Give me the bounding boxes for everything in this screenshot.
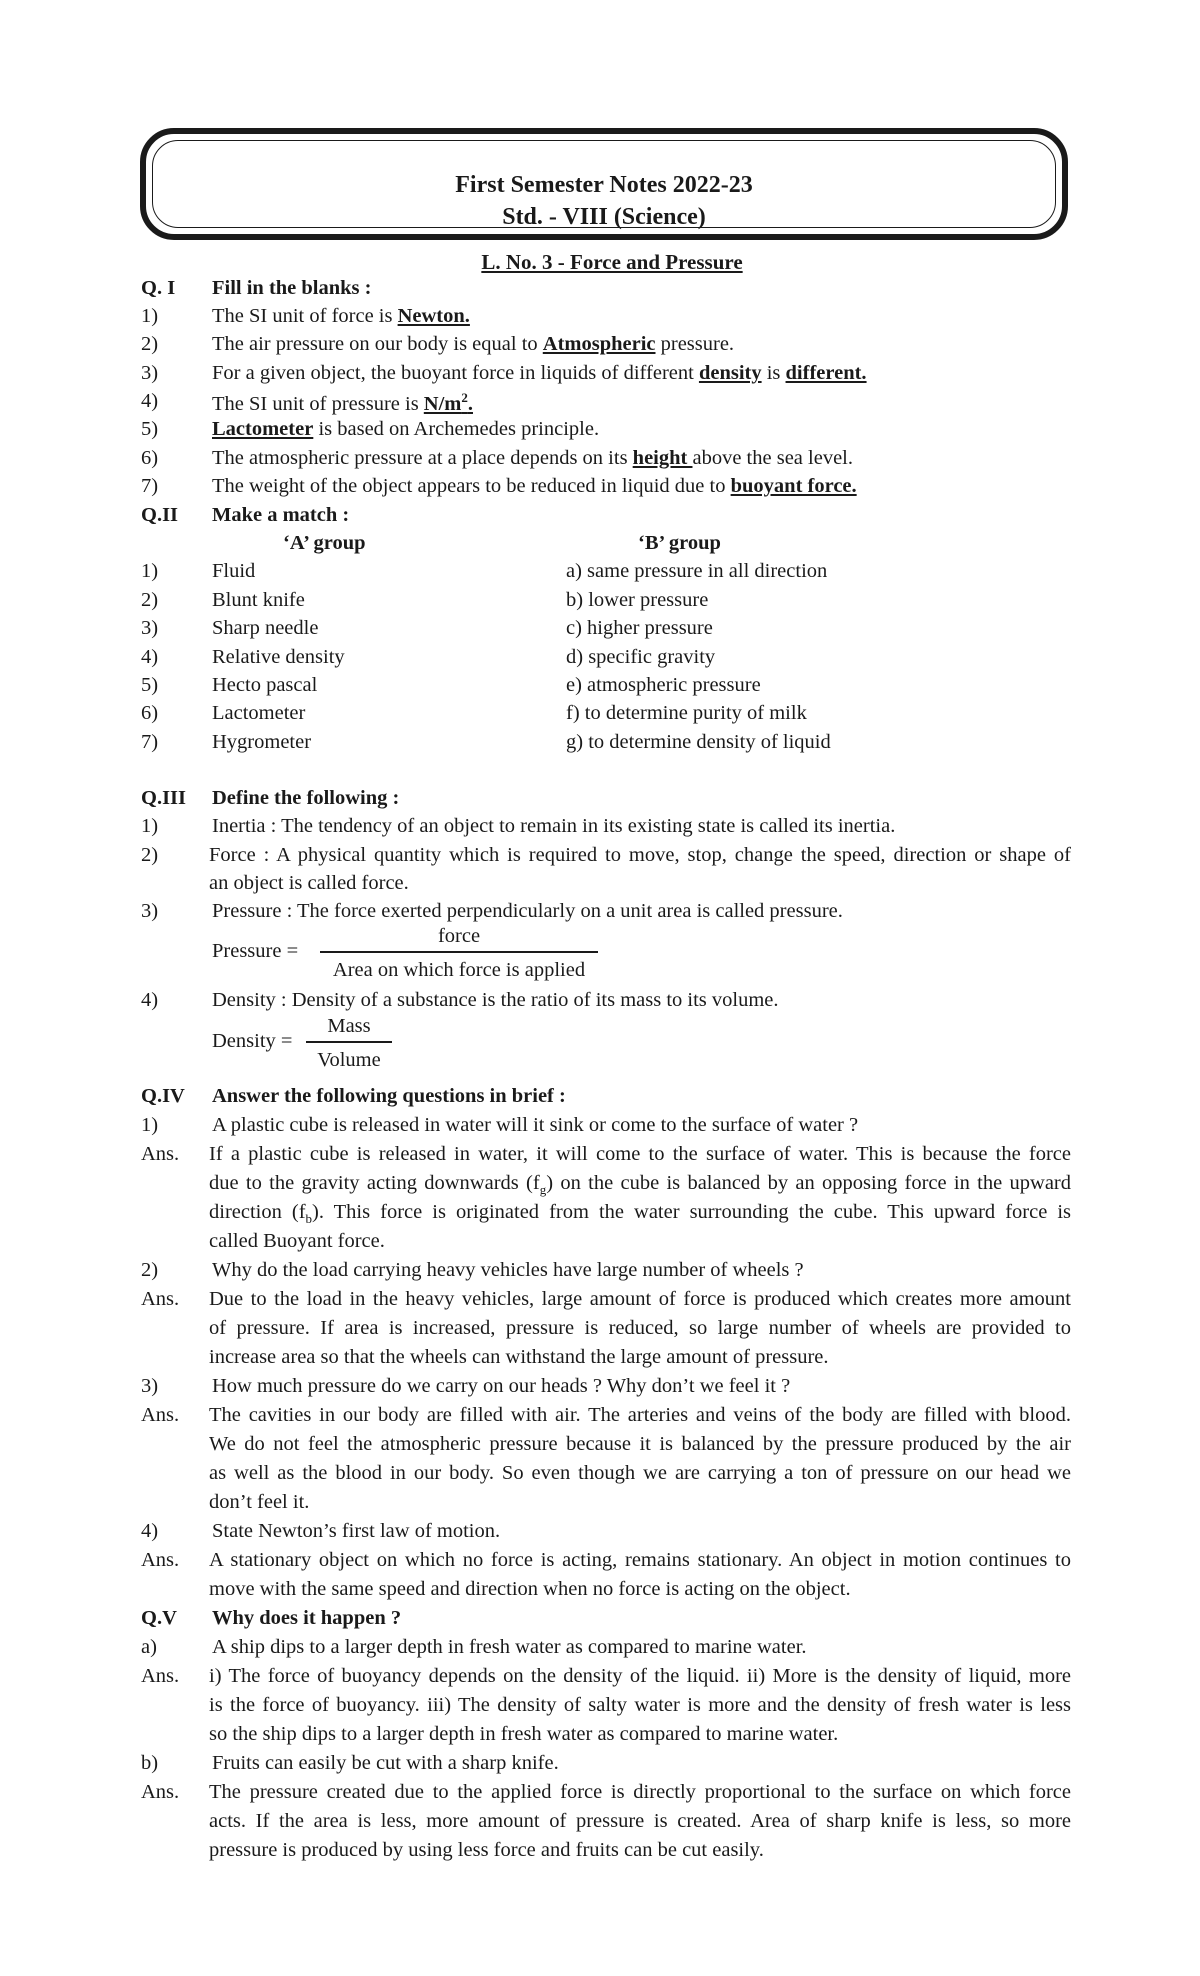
q5-heading: Why does it happen ?: [212, 1607, 402, 1629]
q1-item-4-number: 4): [141, 390, 159, 412]
q1-item-5: Lactometer is based on Archemedes principle.: [212, 418, 600, 440]
match-row-2-number: 2): [141, 589, 159, 611]
q4-answer-4-line-2: move with the same speed and direction when no force is acting on the object.: [209, 1578, 851, 1600]
match-row-4-a: Relative density: [212, 646, 345, 668]
match-row-6-b: f) to determine purity of milk: [566, 702, 807, 724]
q1-item-7-number: 7): [141, 475, 159, 497]
match-row-1-a: Fluid: [212, 560, 256, 582]
q5-question-b-number: b): [141, 1752, 159, 1774]
def-force-line-1: Force : A physical quantity which is required to move, stop, change the speed, direction or shape of: [209, 844, 1071, 866]
match-row-4-number: 4): [141, 646, 159, 668]
def-force-line-2: an object is called force.: [209, 872, 409, 894]
q1-item-2-number: 2): [141, 333, 159, 355]
q4-number: Q.IV: [141, 1085, 185, 1107]
q4-answer-2-line-2: of pressure. If area is increased, pressure is reduced, so large number of wheels are provided to: [209, 1317, 1071, 1339]
match-row-7-b: g) to determine density of liquid: [566, 731, 831, 753]
q5-answer-a-line-3: so the ship dips to a larger depth in fresh water as compared to marine water.: [209, 1723, 839, 1745]
match-row-1-number: 1): [141, 560, 159, 582]
q4-answer-4-label: Ans.: [141, 1549, 180, 1571]
title-frame: [140, 128, 1068, 240]
match-row-1-b: a) same pressure in all direction: [566, 560, 828, 582]
q4-question-4-number: 4): [141, 1520, 159, 1542]
q4-answer-1-line-3: direction $(f_b)$. This force is originated from the water surrounding the cube. This upward force is: [209, 1201, 1072, 1227]
q4-answer-1-label: Ans.: [141, 1143, 180, 1165]
q5-number: Q.V: [141, 1607, 177, 1629]
q4-answer-3-line-1: The cavities in our body are filled with air. The arteries and veins of the body are filled with blood.: [209, 1404, 1071, 1426]
pressure-formula-numerator: force: [437, 925, 481, 947]
density-fraction-bar: [306, 1041, 392, 1043]
q4-answer-3-line-2: We do not feel the atmospheric pressure because it is balanced by the pressure produced by the air: [209, 1433, 1071, 1455]
pressure-formula-denominator: Area on which force is applied: [332, 959, 586, 981]
match-row-3-b: c) higher pressure: [566, 617, 713, 639]
q1-item-4: The SI unit of pressure is $N/m^2$.: [212, 390, 473, 415]
q4-heading: Answer the following questions in brief :: [212, 1085, 566, 1107]
def-pressure: Pressure : The force exerted perpendicularly on a unit area is called pressure.: [212, 900, 843, 922]
pressure-formula-lhs: Pressure =: [212, 940, 299, 962]
def-4-number: 4): [141, 989, 159, 1011]
q4-answer-1-line-1: If a plastic cube is released in water, it will come to the surface of water. This is because the force: [209, 1143, 1071, 1165]
q4-question-1: A plastic cube is released in water will it sink or come to the surface of water ?: [212, 1114, 859, 1136]
q4-answer-1-line-4: called Buoyant force.: [209, 1230, 385, 1252]
q4-answer-1-line-2: due to the gravity acting downwards $(f_g)$ on the cube is balanced by an opposing force in the upward: [209, 1172, 1071, 1198]
match-row-3-a: Sharp needle: [212, 617, 319, 639]
group-b-header: ‘B’ group: [638, 532, 721, 554]
match-row-6-a: Lactometer: [212, 702, 306, 724]
q4-question-3: How much pressure do we carry on our heads ? Why don’t we feel it ?: [212, 1375, 791, 1397]
def-2-number: 2): [141, 844, 159, 866]
q3-heading: Define the following :: [212, 787, 400, 809]
q5-answer-b-label: Ans.: [141, 1781, 180, 1803]
q5-question-b: Fruits can easily be cut with a sharp knife.: [212, 1752, 559, 1774]
q1-number: Q. I: [141, 277, 176, 299]
q4-answer-2-line-1: Due to the load in the heavy vehicles, large amount of force is produced which creates more amount: [209, 1288, 1071, 1310]
def-inertia: Inertia : The tendency of an object to remain in its existing state is called its inertia.: [212, 815, 896, 837]
q5-answer-b-line-3: pressure is produced by using less force and fruits can be cut easily.: [209, 1839, 764, 1861]
q4-question-3-number: 3): [141, 1375, 159, 1397]
match-row-5-b: e) atmospheric pressure: [566, 674, 761, 696]
q2-heading: Make a match :: [212, 504, 350, 526]
q4-answer-2-label: Ans.: [141, 1288, 180, 1310]
q5-answer-b-line-1: The pressure created due to the applied force is directly proportional to the surface on which force: [209, 1781, 1071, 1803]
q1-item-1: The SI unit of force is Newton.: [212, 305, 470, 327]
match-row-2-a: Blunt knife: [212, 589, 305, 611]
q1-item-2: The air pressure on our body is equal to Atmospheric pressure.: [212, 333, 735, 355]
q1-item-7: The weight of the object appears to be reduced in liquid due to buoyant force.: [212, 475, 857, 497]
match-row-7-number: 7): [141, 731, 159, 753]
q5-answer-a-line-1: i) The force of buoyancy depends on the density of the liquid. ii) More is the density of liquid, more: [209, 1665, 1071, 1687]
def-3-number: 3): [141, 900, 159, 922]
match-row-6-number: 6): [141, 702, 159, 724]
def-density: Density : Density of a substance is the ratio of its mass to its volume.: [212, 989, 779, 1011]
q5-answer-a-label: Ans.: [141, 1665, 180, 1687]
q1-item-5-number: 5): [141, 418, 159, 440]
match-row-5-a: Hecto pascal: [212, 674, 318, 696]
match-row-5-number: 5): [141, 674, 159, 696]
q4-question-2-number: 2): [141, 1259, 159, 1281]
match-row-7-a: Hygrometer: [212, 731, 312, 753]
q4-question-4: State Newton’s first law of motion.: [212, 1520, 501, 1542]
q4-question-2: Why do the load carrying heavy vehicles have large number of wheels ?: [212, 1259, 804, 1281]
doc-subtitle: Std. - VIII (Science): [502, 204, 706, 230]
q4-answer-2-line-3: increase area so that the wheels can withstand the large amount of pressure.: [209, 1346, 829, 1368]
q4-answer-3-label: Ans.: [141, 1404, 180, 1426]
q4-question-1-number: 1): [141, 1114, 159, 1136]
density-formula-numerator: Mass: [327, 1015, 371, 1037]
q4-answer-3-line-3: as well as the blood in our body. So even though we are carrying a ton of pressure on our head we: [209, 1462, 1071, 1484]
match-row-3-number: 3): [141, 617, 159, 639]
doc-title: First Semester Notes 2022-23: [455, 172, 753, 198]
q1-heading: Fill in the blanks :: [212, 277, 372, 299]
q1-item-6-number: 6): [141, 447, 159, 469]
q1-item-6: The atmospheric pressure at a place depends on its height above the sea level.: [212, 447, 853, 469]
density-formula-denominator: Volume: [317, 1049, 381, 1071]
match-row-2-b: b) lower pressure: [566, 589, 709, 611]
lesson-title: L. No. 3 - Force and Pressure: [481, 250, 743, 274]
def-1-number: 1): [141, 815, 159, 837]
pressure-fraction-bar: [320, 951, 598, 953]
q2-number: Q.II: [141, 504, 179, 526]
q4-answer-4-line-1: A stationary object on which no force is acting, remains stationary. An object in motion continues to: [209, 1549, 1071, 1571]
q1-item-1-number: 1): [141, 305, 159, 327]
q1-item-3-number: 3): [141, 362, 159, 384]
q5-answer-b-line-2: acts. If the area is less, more amount of pressure is created. Area of sharp knife is less, so more: [209, 1810, 1071, 1832]
q5-question-a-number: a): [141, 1636, 157, 1658]
q3-number: Q.III: [141, 787, 187, 809]
group-a-header: ‘A’ group: [283, 532, 366, 554]
match-row-4-b: d) specific gravity: [566, 646, 716, 668]
q1-item-3: For a given object, the buoyant force in liquids of different density is different.: [212, 362, 867, 384]
density-formula-lhs: Density =: [212, 1030, 293, 1052]
q5-answer-a-line-2: is the force of buoyancy. iii) The density of salty water is more and the density of fresh water is less: [209, 1694, 1071, 1716]
q5-question-a: A ship dips to a larger depth in fresh water as compared to marine water.: [212, 1636, 807, 1658]
q4-answer-3-line-4: don’t feel it.: [209, 1491, 310, 1513]
